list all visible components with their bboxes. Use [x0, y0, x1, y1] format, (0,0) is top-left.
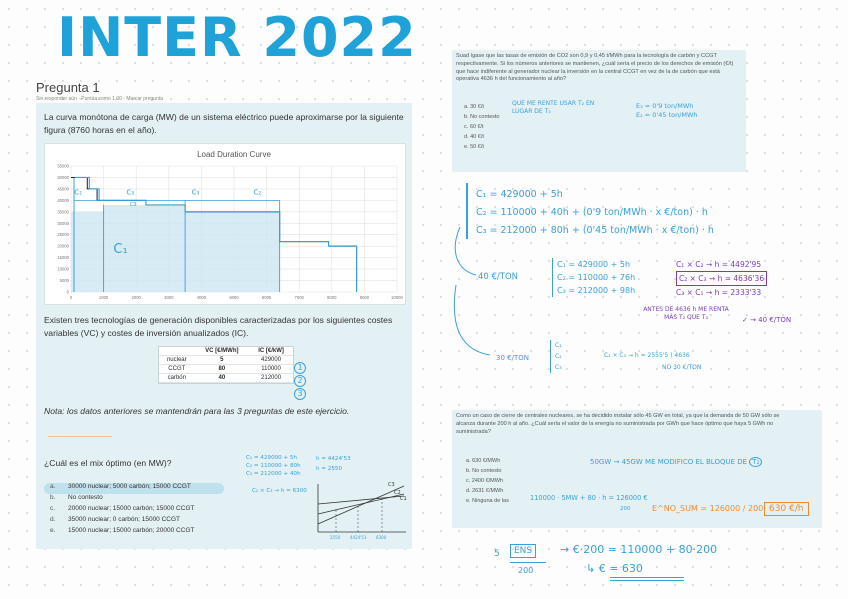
chart-annotation: C₃	[191, 188, 200, 197]
option-d[interactable]	[44, 516, 224, 527]
eq40-1: C₁ = 429000 + 5h	[557, 260, 631, 269]
sketch-tick-1: 2550	[330, 535, 341, 540]
table-header-vc: VC [€/MWh]	[195, 347, 250, 356]
q2-text: Suad ígase que las tasas de emisión de CO2 son 0,9 y 0,45 t/MWh para la tecnología de carbón y CCGT respectivamente. Si los números anteriores se mantienen, ¿cuál sería el precio de los derechos de emisión (€/t) que hace indiferente al generador nuclear la inversión en la central CCGT en vez de la de carbón que está operativa 4636 h del funcionamiento al año?	[456, 53, 734, 83]
tech-ic: 212000	[249, 374, 293, 383]
area-c3	[104, 205, 186, 212]
y-tick-label: 40000	[57, 197, 69, 203]
tech-vc: 80	[195, 365, 250, 374]
option-text: 40 €/t	[470, 134, 484, 140]
q3-options	[466, 458, 509, 508]
x-tick-label: 10000	[391, 295, 403, 300]
chart-annotation: C3	[129, 202, 137, 209]
q2-options	[464, 104, 499, 154]
tech-name: nuclear	[159, 356, 195, 365]
table-header-ic: IC [€/kW]	[249, 347, 293, 356]
option-text: No contesto	[470, 114, 500, 120]
x-tick-label: 9000	[359, 295, 370, 300]
y-tick-label: 0	[66, 289, 69, 295]
q3-text: Como un caso de cierre de centrales nucleares, se ha decidido instalar sólo 45 GW en total, ya que la demanda de 50 GW sólo se alcanza durante 200 h al año. ¿Cuál sería el valor de la energía no suministrada por GWh que hace óptimo que haya 5 GWh no suministrada?	[456, 413, 780, 435]
q3-option-b[interactable]	[466, 468, 509, 478]
result-2: h = 2550	[316, 466, 343, 472]
q2-option-c[interactable]	[464, 124, 499, 134]
option-text: 630 €/MWh	[472, 458, 501, 464]
load-duration-chart	[44, 143, 406, 305]
sketch-label-c2: C2	[394, 490, 401, 496]
option-b[interactable]	[44, 494, 224, 505]
eq-40-block	[552, 258, 635, 297]
tech-vc: 40	[195, 374, 250, 383]
tech-ic: 429000	[249, 356, 293, 365]
eq30-1: C₁	[555, 342, 562, 349]
circle-2: 2	[294, 375, 306, 387]
tag-40: 40 €/TON	[478, 272, 519, 282]
y-tick-label: 50000	[57, 174, 69, 180]
final-underline-1	[610, 577, 684, 578]
x-tick-label: 8000	[327, 295, 337, 300]
sketch-tick-2: 4424'53	[350, 535, 367, 540]
option-c[interactable]	[44, 505, 224, 516]
tech-name: CCGT	[159, 365, 195, 374]
question-heading: Pregunta 1	[36, 80, 100, 95]
ens-prefix: 5	[494, 549, 500, 559]
x-tick-label: 7000	[294, 295, 304, 300]
option-text: 2400 €/MWh	[471, 478, 503, 484]
option-letter: a.	[464, 104, 469, 110]
ens-fraction-line	[510, 562, 546, 563]
option-text: 60 €/t	[469, 124, 484, 130]
chart-title: Load Duration Curve	[197, 150, 271, 159]
arrow-to-30	[454, 285, 490, 355]
chart-annotation: C₃	[126, 188, 135, 197]
emission-2: E₂ = 0'45 ton/MWh	[636, 111, 698, 119]
circle-3: 3	[294, 388, 306, 400]
res40-check: ✓ → 40 €/TON	[742, 316, 792, 324]
sketch-label-c1: C1	[400, 496, 407, 502]
y-tick-label: 5000	[59, 278, 69, 284]
option-e[interactable]	[44, 527, 224, 538]
y-tick-label: 20000	[57, 243, 69, 249]
q3-annotation-2-sub: 200	[620, 506, 631, 512]
final-equation: → €·200 = 110000 + 80·200	[560, 543, 718, 556]
option-letter: d.	[464, 134, 469, 140]
q2-option-b[interactable]	[464, 114, 499, 124]
option-text: 50 €/t	[470, 144, 484, 150]
option-letter: b.	[464, 114, 469, 120]
eq30-2: C₂	[555, 353, 562, 360]
arrow-to-40	[455, 227, 476, 275]
q3-option-a[interactable]	[466, 458, 509, 468]
circle-1: 1	[294, 362, 306, 374]
cost-eq-1: C₁ = 429000 + 5h	[476, 189, 563, 200]
q2-annotation-emissions	[636, 102, 698, 120]
x-tick-label: 2000	[131, 295, 141, 300]
option-letter: c.	[50, 505, 56, 512]
tag-30: 30 €/TON	[496, 354, 529, 362]
y-tick-label: 35000	[57, 209, 69, 215]
y-tick-label: 25000	[57, 232, 69, 238]
x-tick-label: 1000	[98, 295, 109, 300]
chart-annotation: C₂	[253, 188, 262, 197]
x-tick-label: 5000	[229, 295, 239, 300]
q3-option-d[interactable]	[466, 488, 509, 498]
option-letter: b.	[50, 494, 56, 501]
q2-option-a[interactable]	[464, 104, 499, 114]
note-text: Nota: los datos anteriores se mantendrán para las 3 preguntas de este ejercicio.	[44, 406, 350, 416]
page-title: INTER 2022	[57, 6, 417, 69]
q1-handwritten-results	[316, 454, 351, 474]
tech-vc: 5	[195, 356, 250, 365]
eq30-3: C₃	[555, 364, 562, 371]
res40-note: ANTES DE 4636 h ME RENTA MÁS T₂ QUE T₃	[643, 306, 729, 321]
option-letter: e.	[464, 144, 469, 150]
ens-equation: E^NO_SUM = 126000 / 200	[652, 504, 764, 513]
option-text: 35000 nuclear; 0 carbón; 15000 CCGT	[68, 516, 181, 523]
x-tick-label: 4000	[196, 295, 207, 300]
q2-annotation-under: QUE ME RENTE USAR T₂ EN LUGAR DE T₃	[512, 100, 595, 115]
divider	[48, 436, 112, 437]
option-letter: c.	[464, 124, 469, 130]
q2-option-e[interactable]	[464, 144, 499, 154]
res40-3: C₃ × C₁ → h = 2333'33	[676, 288, 762, 297]
answer-options	[44, 483, 224, 538]
option-text: No contesto	[68, 494, 103, 501]
res40-2: C₂ × C₃ → h = 4636'36	[676, 271, 767, 286]
final-underline-2	[610, 580, 684, 581]
q3-option-e[interactable]	[466, 498, 509, 508]
q3-option-c[interactable]	[466, 478, 509, 488]
option-letter: c.	[466, 478, 471, 484]
annotation-t2: T₂	[749, 457, 762, 467]
question-prompt: La curva monótona de carga (MW) de un sistema eléctrico puede aproximarse por la siguiente figura (8760 horas en el año).	[44, 112, 404, 135]
emission-1: E₃ = 0'9 ton/MWh	[636, 102, 694, 110]
flow-arrows-svg	[450, 225, 510, 375]
eq-3: C₃ = 212000 + 40h	[246, 471, 301, 477]
sketch-line-c2	[318, 486, 404, 524]
circle-annotations	[294, 362, 306, 400]
table-row	[159, 365, 293, 374]
y-tick-label: 45000	[57, 186, 69, 192]
option-text: 15000 nuclear; 15000 carbón; 20000 CCGT	[68, 527, 195, 534]
sketch-line-c1	[318, 496, 404, 504]
option-text: Ninguna de las	[472, 498, 509, 504]
option-text: 30000 nuclear; 5000 carbón; 15000 CCGT	[68, 483, 191, 490]
option-text: 20000 nuclear; 15000 carbón; 15000 CCGT	[68, 505, 195, 512]
result-1: h = 4424'53	[316, 456, 351, 462]
option-letter: e.	[50, 527, 56, 534]
ens-sub: 200	[518, 566, 534, 575]
y-tick-label: 15000	[57, 255, 69, 261]
table-header	[159, 347, 195, 356]
technology-text: Existen tres tecnologías de generación disponibles caracterizadas por los siguientes costes variables (VC) y costes de inversión anualizados (IC).	[44, 315, 393, 338]
res-40-block	[676, 258, 767, 299]
option-letter: a.	[466, 458, 471, 464]
option-letter: a.	[50, 483, 56, 490]
eq40-3: C₃ = 212000 + 98h	[557, 286, 636, 295]
eq40-2: C₂ = 110000 + 76h	[557, 273, 636, 282]
x-tick-label: 0	[69, 295, 73, 300]
sketch-tick-3: 6300	[376, 535, 387, 540]
y-tick-label: 55000	[57, 163, 69, 169]
eq-30-block	[550, 340, 562, 373]
final-result: ↳ € = 630	[586, 562, 643, 575]
res30-note: NO 30 €/TON	[662, 364, 702, 371]
cost-equations	[476, 186, 714, 240]
chart-annotation: C₂	[74, 188, 82, 197]
ens-result: 630 €/h	[764, 502, 809, 516]
chart-annotation: C₁	[113, 242, 128, 258]
option-text: No contesto	[472, 468, 502, 474]
option-letter: d.	[466, 488, 471, 494]
q2-option-d[interactable]	[464, 134, 499, 144]
tech-name: carbón	[159, 374, 195, 383]
option-a[interactable]	[44, 483, 224, 494]
y-tick-label: 30000	[57, 220, 69, 226]
q3-annotation-1	[590, 458, 762, 466]
eq-1: C₁ = 429000 + 5h	[246, 455, 298, 461]
table-row	[159, 356, 293, 365]
option-text: 2631 €/MWh	[472, 488, 504, 494]
q3-annotation-2: 110000 · 5MW + 80 · h = 126000 €	[530, 494, 648, 502]
ens-box: ENS	[510, 544, 536, 558]
option-letter: e.	[466, 498, 471, 504]
table-row	[159, 374, 293, 383]
sketch-label-c3: C3	[388, 482, 395, 488]
chart-svg	[45, 144, 405, 304]
y-tick-label: 10000	[57, 266, 69, 272]
question-meta: Sin responder aún · Puntúa como 1,00 · Marcar pregunta	[36, 96, 164, 102]
eq-2: C₂ = 110000 + 80h	[246, 463, 301, 469]
cost-eq-2: C₂ = 110000 + 40h + (0'9 ton/MWh · x €/ton) · h	[476, 207, 708, 218]
question-text: ¿Cuál es el mix óptimo (en MW)?	[44, 458, 172, 468]
res40-1: C₁ × C₂ → h = 4492'95	[676, 260, 762, 269]
x-tick-label: 3000	[164, 295, 174, 300]
x-tick-label: 6000	[261, 295, 272, 300]
option-letter: b.	[466, 468, 471, 474]
cross-result: C₂ × C₃ → h = 6300	[252, 488, 307, 494]
area-c1	[71, 212, 280, 292]
annotation-text: 50GW → 45GW ME MODIFICO EL BLOQUE DE	[590, 458, 748, 466]
option-text: 30 €/t	[470, 104, 484, 110]
tech-ic: 110000	[249, 365, 293, 374]
option-letter: d.	[50, 516, 56, 523]
cost-eq-3: C₃ = 212000 + 80h + (0'45 ton/MWh · x €/ton) · h	[476, 225, 714, 236]
res30: C₂ × C₃ → h = 2555'5 ) 4636	[604, 352, 690, 359]
cost-table	[158, 346, 294, 384]
q1-handwritten-equations	[246, 454, 301, 478]
mini-sketch-svg	[310, 480, 410, 542]
